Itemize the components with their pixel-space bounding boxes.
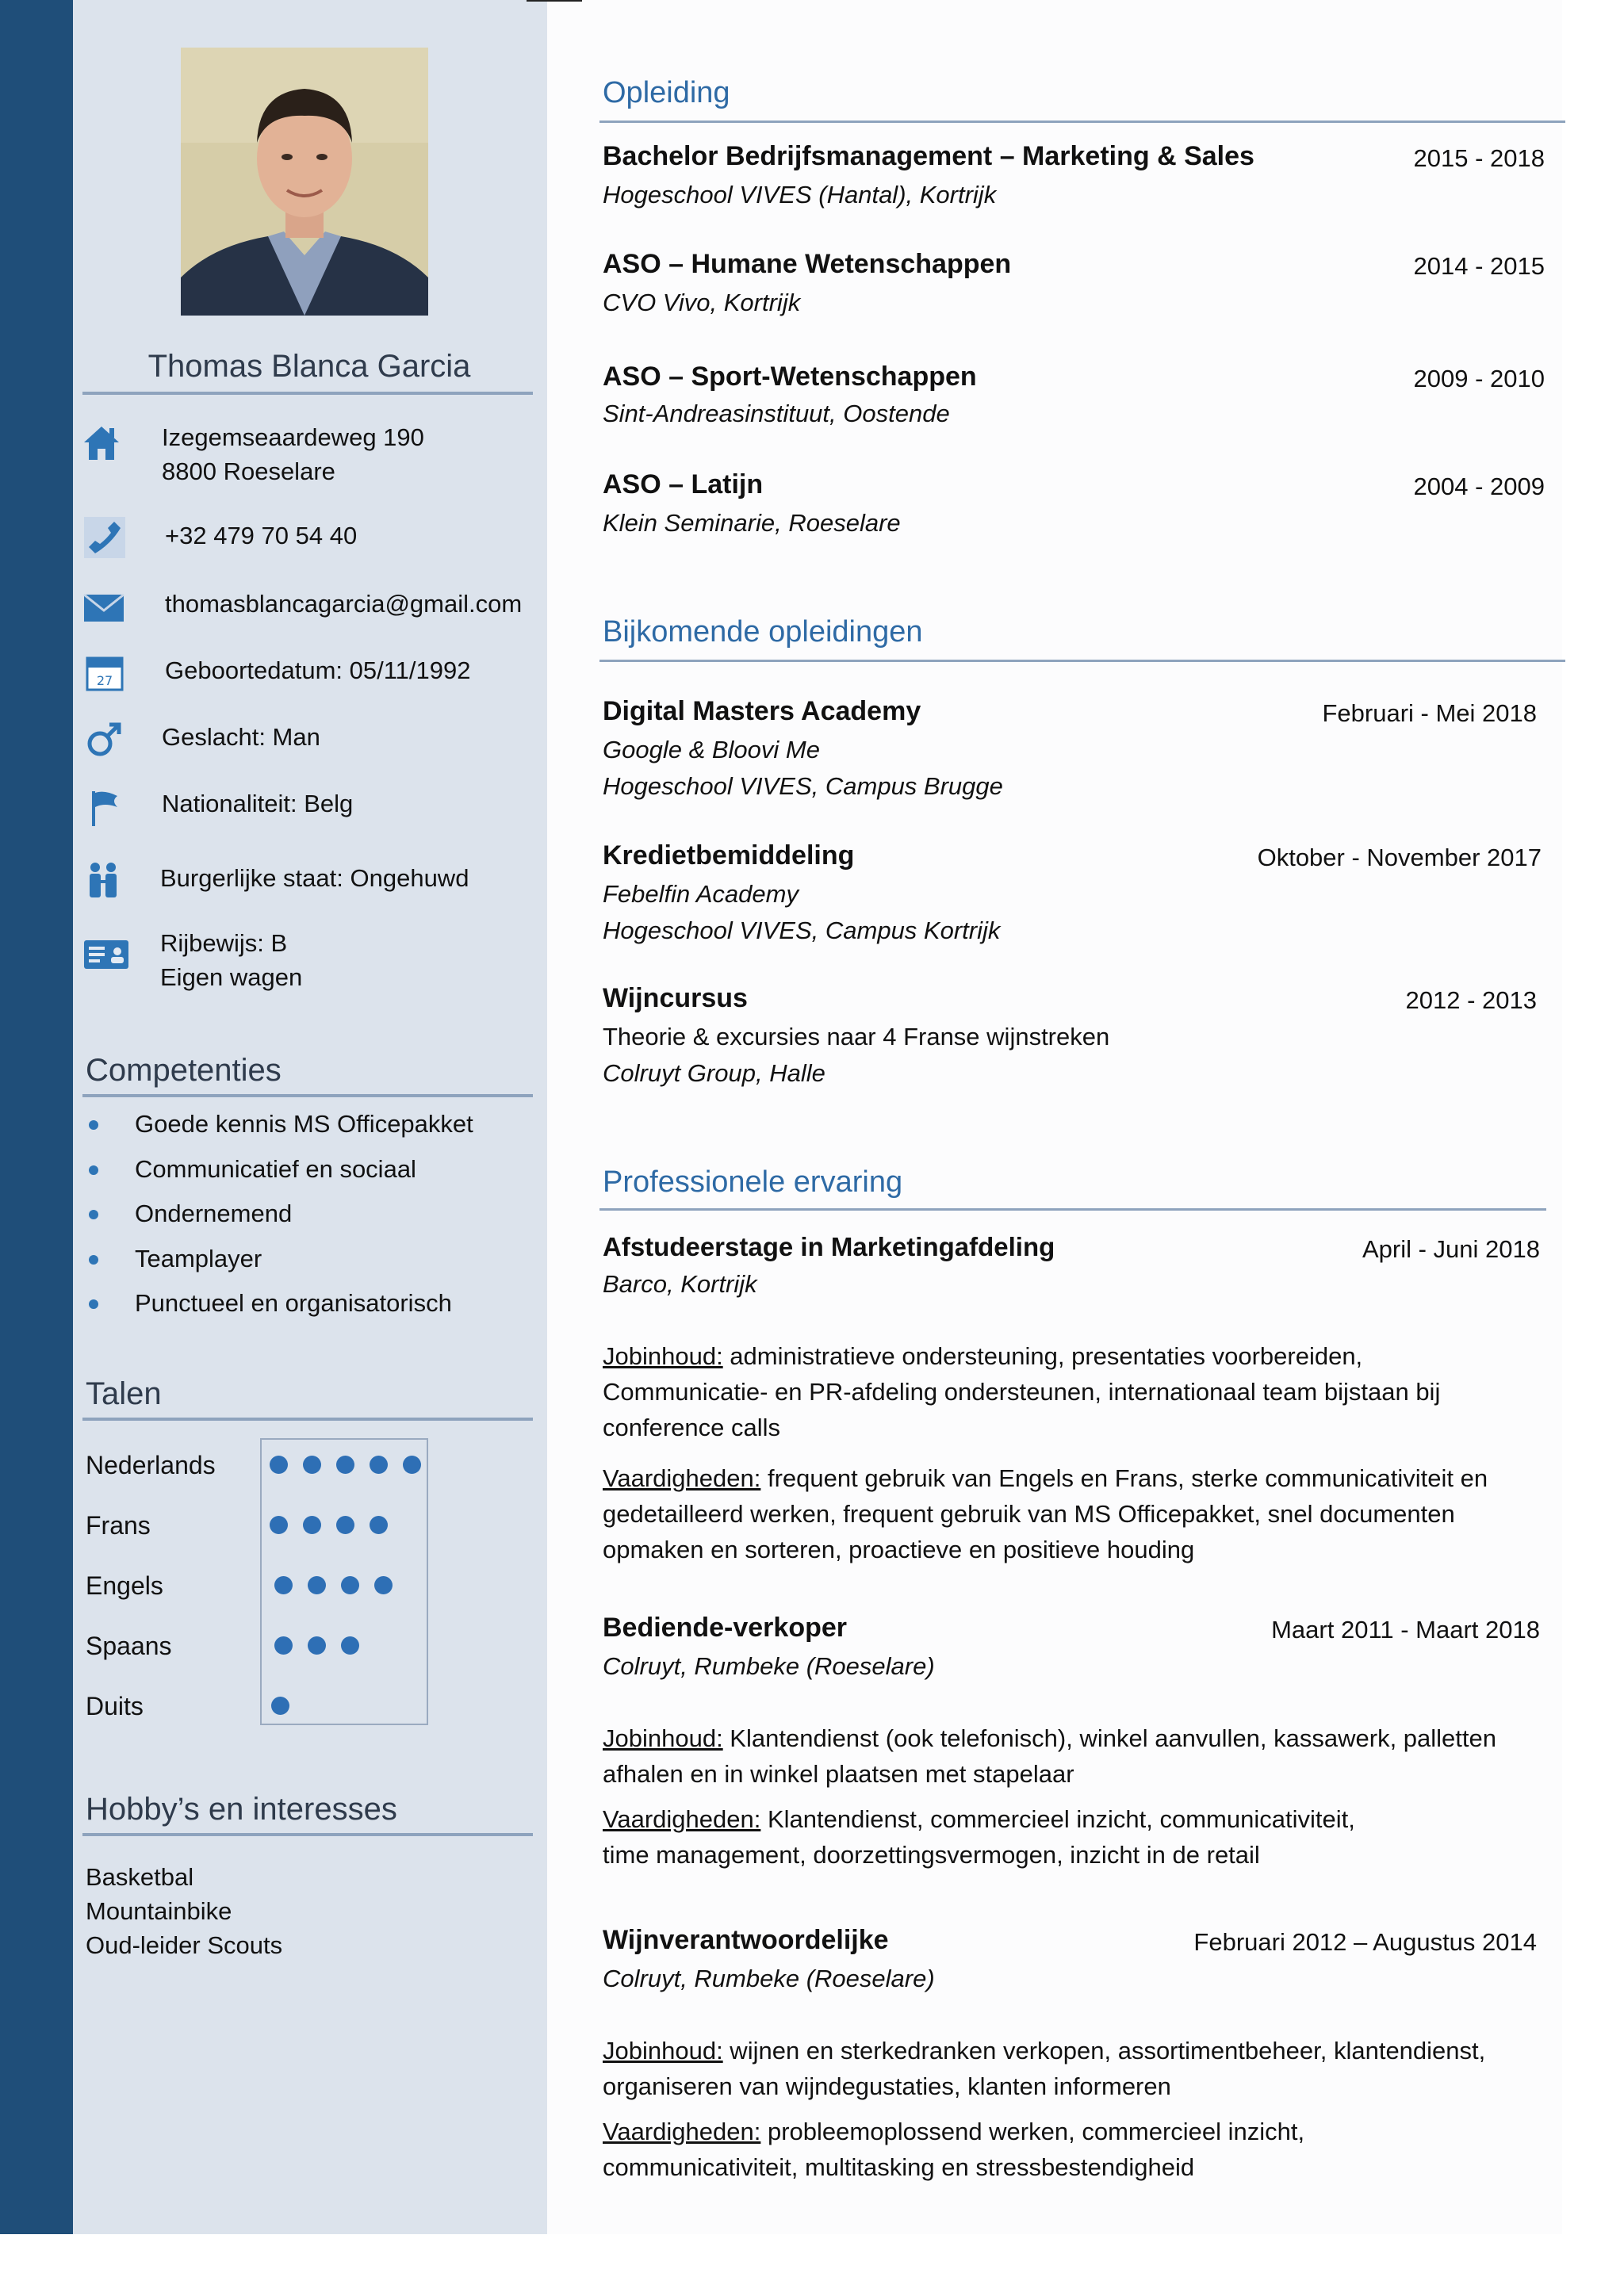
course-period: 2012 - 2013	[1405, 986, 1537, 1014]
civil-status: Burgerlijke staat: Ongehuwd	[160, 864, 469, 892]
list-item: Communicatief en sociaal	[86, 1147, 473, 1192]
language-level-box	[260, 1438, 428, 1725]
job-title: Wijnverantwoordelijke	[603, 1925, 889, 1955]
language-level-dot	[403, 1456, 421, 1474]
course-name: Kredietbemiddeling	[603, 840, 855, 871]
course-provider: Google & Bloovi Me	[603, 736, 820, 763]
bullet-icon	[89, 1120, 98, 1130]
experience-divider	[599, 1208, 1546, 1211]
education-period: 2015 - 2018	[1413, 144, 1545, 172]
language-level-dot	[274, 1636, 293, 1655]
competencies-heading: Competenties	[86, 1053, 282, 1088]
extra-education-heading: Bijkomende opleidingen	[603, 615, 923, 649]
job-description: Jobinhoud: administratieve ondersteuning, presentaties voorbereiden, Communicatie- en PR-afdeling ondersteunen, internationaal team bijstaan bij conference calls	[603, 1342, 1441, 1441]
course-location: Colruyt Group, Halle	[603, 1059, 825, 1087]
license-line1: Rijbewijs: B	[160, 929, 288, 957]
phone-icon	[82, 515, 127, 560]
job-skills: Vaardigheden: probleemoplossend werken, commercieel inzicht, communicativiteit, multitasking en stressbestendigheid	[603, 2118, 1305, 2181]
job-title: Afstudeerstage in Marketingafdeling	[603, 1232, 1055, 1261]
left-accent-stripe	[0, 0, 73, 2234]
phone-number: +32 479 70 54 40	[165, 522, 358, 549]
hobby-item: Basketbal	[86, 1863, 194, 1891]
education-period: 2009 - 2010	[1413, 365, 1545, 392]
competencies-list	[86, 1102, 473, 1326]
experience-heading: Professionele ervaring	[603, 1165, 903, 1199]
education-school: Klein Seminarie, Roeselare	[603, 509, 901, 537]
course-name: Wijncursus	[603, 983, 748, 1013]
job-title: Bediende-verkoper	[603, 1613, 847, 1643]
top-divider-mark	[527, 0, 582, 2]
male-icon	[82, 717, 127, 761]
job-period: April - Juni 2018	[1362, 1235, 1540, 1263]
education-degree: ASO – Sport-Wetenschappen	[603, 362, 977, 392]
flag-icon	[82, 785, 127, 829]
language-level-dot	[271, 1697, 289, 1715]
profile-photo	[181, 48, 428, 316]
language-name: Frans	[86, 1511, 151, 1540]
language-level-dot	[336, 1456, 354, 1474]
bullet-icon	[89, 1210, 98, 1219]
list-item: Punctueel en organisatorisch	[86, 1281, 473, 1326]
language-level-dot	[303, 1516, 321, 1534]
person-name: Thomas Blanca Garcia	[147, 349, 471, 384]
job-period: Maart 2011 - Maart 2018	[1271, 1616, 1540, 1644]
language-level-dot	[341, 1576, 359, 1594]
education-school: Sint-Andreasinstituut, Oostende	[603, 400, 950, 427]
hobby-item: Mountainbike	[86, 1897, 232, 1925]
family-icon	[81, 858, 125, 902]
language-level-dot	[308, 1576, 326, 1594]
education-period: 2014 - 2015	[1413, 252, 1545, 280]
job-skills: Vaardigheden: frequent gebruik van Engels en Frans, sterke communicativiteit en gedetailleerd werken, frequent gebruik van MS Officepakket, snel documenten opmaken en sorteren, proactieve en positieve houding	[603, 1464, 1488, 1563]
language-level-dot	[370, 1456, 388, 1474]
education-heading: Opleiding	[603, 76, 730, 109]
address-line2: 8800 Roeselare	[162, 457, 335, 485]
course-period: Februari - Mei 2018	[1322, 699, 1537, 727]
course-description: Theorie & excursies naar 4 Franse wijnstreken	[603, 1023, 1110, 1050]
language-level-dot	[374, 1576, 393, 1594]
birthdate: Geboortedatum: 05/11/1992	[165, 656, 471, 684]
education-degree: Bachelor Bedrijfsmanagement – Marketing & Sales	[603, 141, 1254, 171]
education-degree: ASO – Humane Wetenschappen	[603, 249, 1012, 279]
language-name: Spaans	[86, 1632, 172, 1660]
job-skills: Vaardigheden: Klantendienst, commercieel inzicht, communicativiteit, time management, doorzettingsvermogen, inzicht in de retail	[603, 1805, 1355, 1869]
name-divider	[82, 392, 533, 395]
competencies-divider	[82, 1094, 533, 1097]
language-level-dot	[341, 1636, 359, 1655]
language-name: Engels	[86, 1571, 163, 1600]
course-provider: Febelfin Academy	[603, 880, 799, 908]
languages-heading: Talen	[86, 1376, 162, 1411]
list-item: Goede kennis MS Officepakket	[86, 1102, 473, 1147]
education-degree: ASO – Latijn	[603, 469, 764, 499]
hobby-item: Oud-leider Scouts	[86, 1931, 283, 1959]
main-content-area	[547, 0, 1562, 2234]
job-description: Jobinhoud: Klantendienst (ook telefonisch), winkel aanvullen, kassawerk, palletten afhalen en in winkel plaatsen met stapelaar	[603, 1724, 1497, 1788]
course-location: Hogeschool VIVES, Campus Kortrijk	[603, 916, 1001, 944]
id-card-icon	[82, 932, 127, 977]
job-company: Colruyt, Rumbeke (Roeselare)	[603, 1965, 935, 1992]
hobbies-heading: Hobby’s en interesses	[86, 1792, 397, 1827]
language-level-dot	[270, 1516, 288, 1534]
bullet-icon	[89, 1165, 98, 1175]
bullet-icon	[89, 1299, 98, 1309]
language-level-dot	[274, 1576, 293, 1594]
language-level-dot	[370, 1516, 388, 1534]
course-name: Digital Masters Academy	[603, 696, 921, 726]
language-level-dot	[303, 1456, 321, 1474]
gender: Geslacht: Man	[162, 723, 320, 751]
course-period: Oktober - November 2017	[1257, 844, 1542, 871]
course-location: Hogeschool VIVES, Campus Brugge	[603, 772, 1003, 800]
extra-education-divider	[599, 660, 1565, 662]
mail-icon	[81, 585, 125, 629]
language-level-dot	[270, 1456, 288, 1474]
calendar-icon	[82, 650, 127, 695]
job-description: Jobinhoud: wijnen en sterkedranken verkopen, assortimentbeheer, klantendienst, organiseren van wijndegustaties, klanten informeren	[603, 2037, 1486, 2100]
email-address: thomasblancagarcia@gmail.com	[165, 590, 523, 618]
language-name: Duits	[86, 1692, 144, 1720]
hobbies-divider	[82, 1833, 533, 1836]
address-line1: Izegemseaardeweg 190	[162, 423, 424, 451]
job-company: Barco, Kortrijk	[603, 1270, 757, 1298]
job-company: Colruyt, Rumbeke (Roeselare)	[603, 1652, 935, 1680]
svg-text:27: 27	[96, 673, 113, 688]
education-divider	[599, 121, 1565, 123]
home-icon	[79, 420, 124, 465]
job-period: Februari 2012 – Augustus 2014	[1193, 1928, 1537, 1956]
language-level-dot	[336, 1516, 354, 1534]
education-period: 2004 - 2009	[1413, 473, 1545, 500]
languages-divider	[82, 1418, 533, 1421]
list-item: Ondernemend	[86, 1192, 473, 1237]
language-name: Nederlands	[86, 1451, 216, 1479]
language-level-dot	[308, 1636, 326, 1655]
bullet-icon	[89, 1255, 98, 1265]
education-school: Hogeschool VIVES (Hantal), Kortrijk	[603, 181, 997, 209]
education-school: CVO Vivo, Kortrijk	[603, 289, 801, 316]
list-item: Teamplayer	[86, 1237, 473, 1282]
nationality: Nationaliteit: Belg	[162, 790, 354, 817]
license-line2: Eigen wagen	[160, 963, 303, 991]
